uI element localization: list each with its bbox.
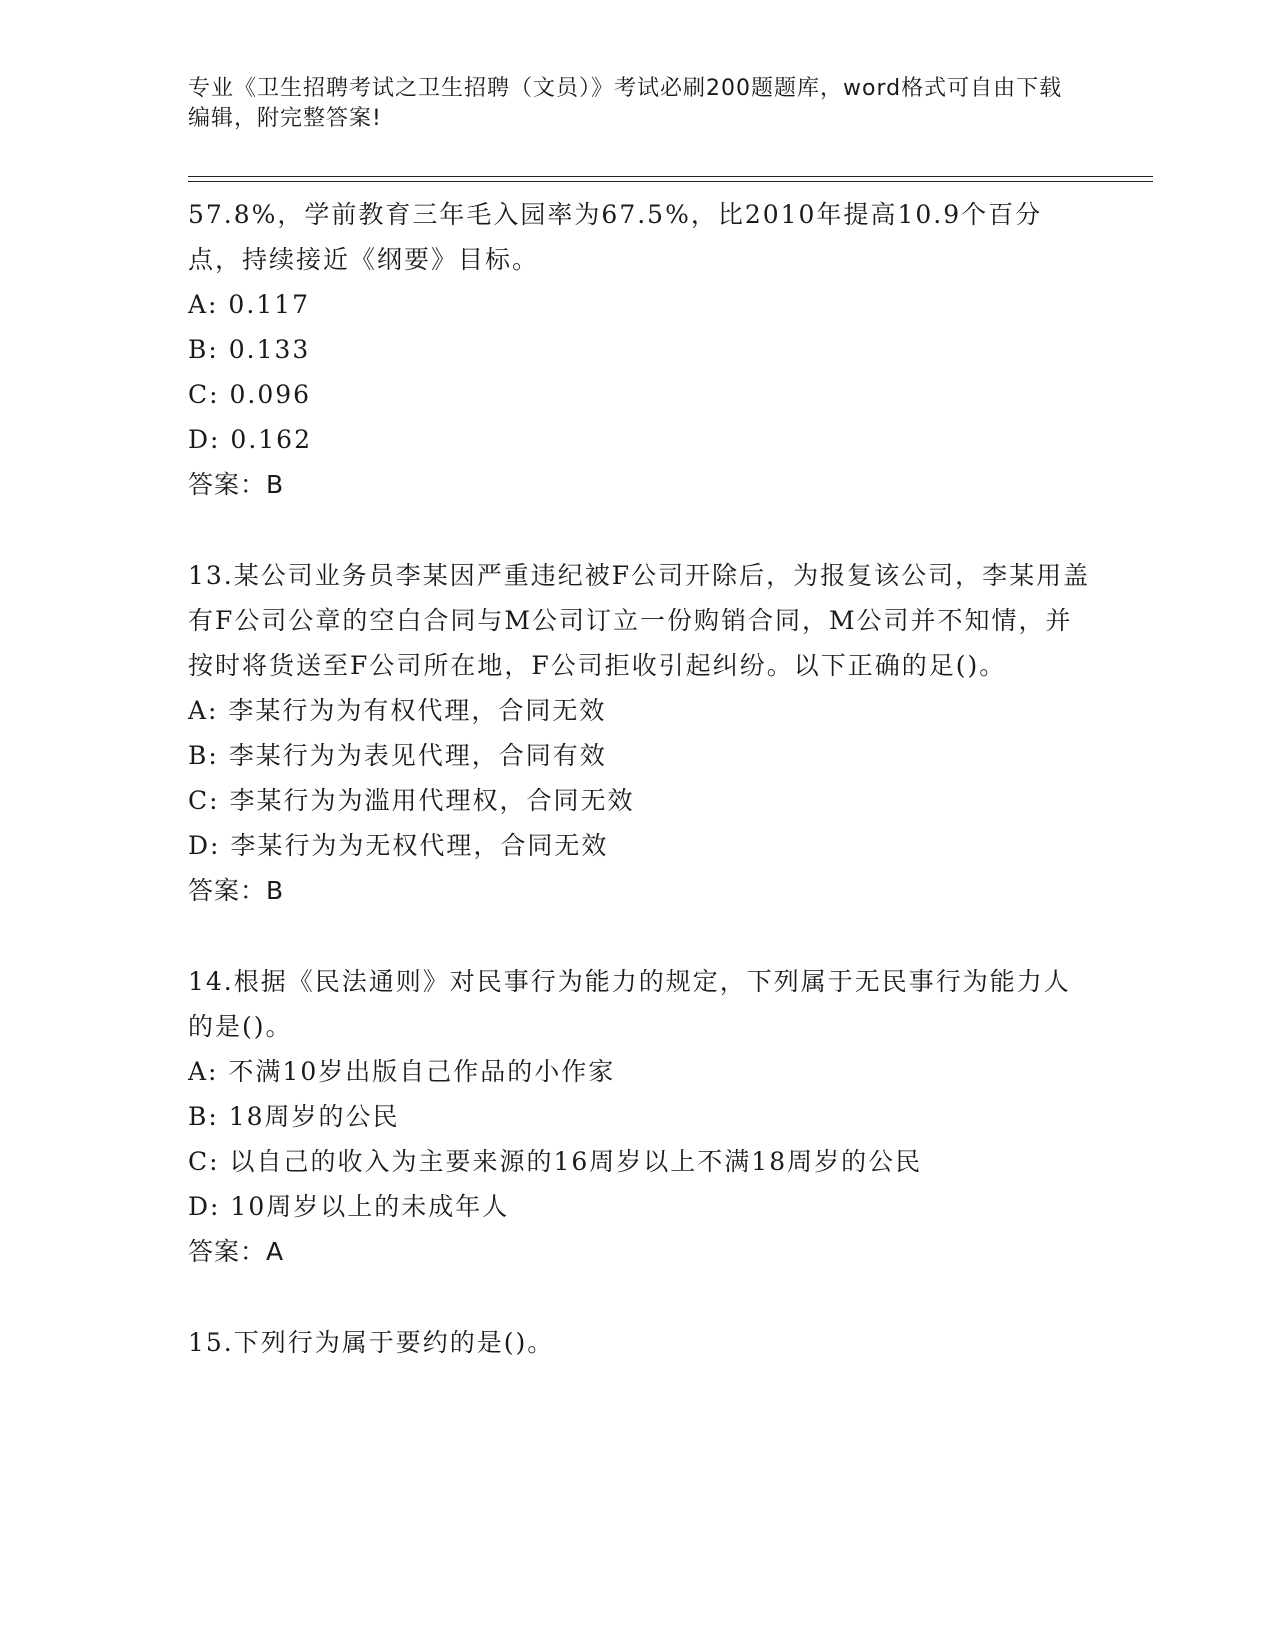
- question-14-answer: 答案：A: [188, 1237, 285, 1266]
- header-rule-top: [188, 176, 1153, 177]
- question-12-stem-tail: 57.8%，学前教育三年毛入园率为67.5%，比2010年提高10.9个百分点，持续接近《纲要》目标。: [188, 200, 1043, 274]
- question-15-stem: 15.下列行为属于要约的是()。: [188, 1328, 555, 1357]
- question-13-stem: 13.某公司业务员李某因严重违纪被F公司开除后，为报复该公司，李某用盖有F公司公章的空白合同与M公司订立一份购销合同，M公司并不知情，并按时将货送至F公司所在地，F公司拒收引起纠纷。以下正确的足()。: [188, 561, 1091, 680]
- question-content: [188, 192, 1093, 1365]
- question-14-option-d: D: 10周岁以上的未成年人: [188, 1192, 510, 1221]
- spacer: [188, 1274, 1093, 1320]
- spacer: [188, 507, 1093, 553]
- question-13-option-d: D: 李某行为为无权代理，合同无效: [188, 831, 609, 860]
- question-12: [188, 192, 1093, 507]
- question-12-option-a: A: 0.117: [188, 290, 310, 319]
- spacer: [188, 913, 1093, 959]
- question-13-option-c: C: 李某行为为滥用代理权，合同无效: [188, 786, 635, 815]
- question-14-stem: 14.根据《民法通则》对民事行为能力的规定，下列属于无民事行为能力人的是()。: [188, 967, 1071, 1041]
- question-12-option-b: B: 0.133: [188, 335, 311, 364]
- question-15: [188, 1320, 1093, 1365]
- question-12-answer: 答案：B: [188, 470, 285, 499]
- question-14-option-c: C: 以自己的收入为主要来源的16周岁以上不满18周岁的公民: [188, 1147, 923, 1176]
- question-13-option-b: B: 李某行为为表见代理，合同有效: [188, 741, 607, 770]
- question-12-option-c: C: 0.096: [188, 380, 312, 409]
- question-14-option-a: A: 不满10岁出版自己作品的小作家: [188, 1057, 616, 1086]
- question-14-option-b: B: 18周岁的公民: [188, 1102, 400, 1131]
- question-12-option-d: D: 0.162: [188, 425, 312, 454]
- question-13-option-a: A: 李某行为为有权代理，合同无效: [188, 696, 607, 725]
- question-13-answer: 答案：B: [188, 876, 285, 905]
- question-13: [188, 553, 1093, 913]
- page-header: 专业《卫生招聘考试之卫生招聘（文员）》考试必刷200题题库，word格式可自由下载编辑，附完整答案!: [188, 76, 1063, 131]
- question-14: [188, 959, 1093, 1274]
- header-rule-bottom: [188, 181, 1153, 182]
